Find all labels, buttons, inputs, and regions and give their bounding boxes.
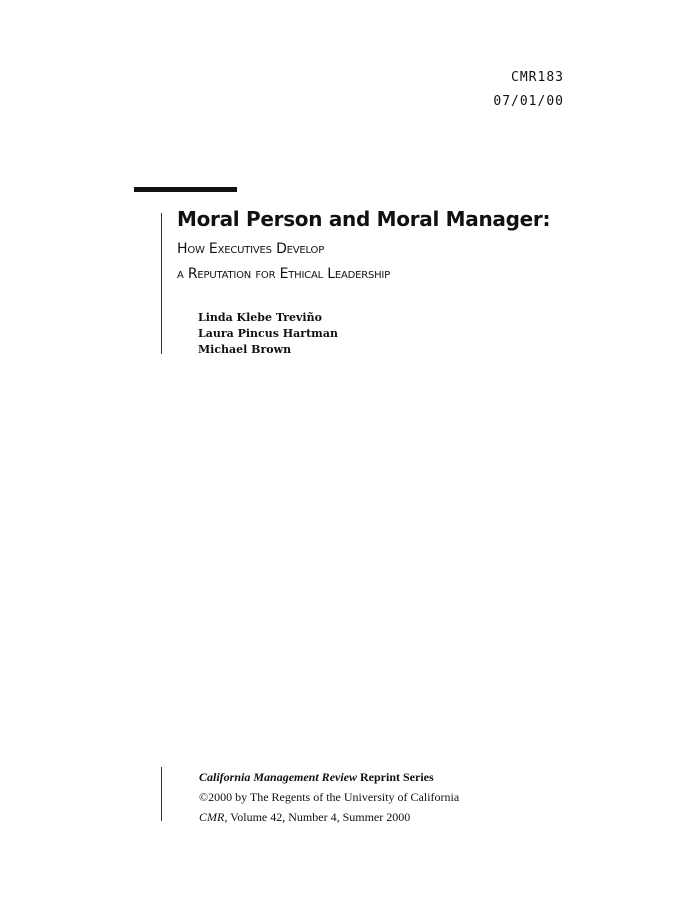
citation-details: Volume 42, Number 4, Summer 2000 [227,810,411,824]
document-code: CMR183 [511,70,564,85]
series-line [199,767,459,787]
article-subtitle-line2: a Reputation for Ethical Leadership [177,266,391,282]
title-side-rule [161,213,162,354]
title-rule [134,187,237,192]
reprint-footer [199,767,459,827]
author-name: Michael Brown [198,343,292,356]
series-label: Reprint Series [357,770,434,784]
author-name: Laura Pincus Hartman [198,327,338,340]
citation-abbrev: CMR, [199,810,228,824]
footer-side-rule [161,767,162,821]
citation-line [199,807,459,827]
document-date: 07/01/00 [493,94,564,109]
author-name: Linda Klebe Treviño [198,311,322,324]
copyright-line: ©2000 by The Regents of the University of California [199,790,460,804]
author-list [198,310,338,358]
article-title: Moral Person and Moral Manager: [177,207,551,231]
article-subtitle-line1: How Executives Develop [177,241,325,257]
journal-name: California Management Review [199,770,358,784]
